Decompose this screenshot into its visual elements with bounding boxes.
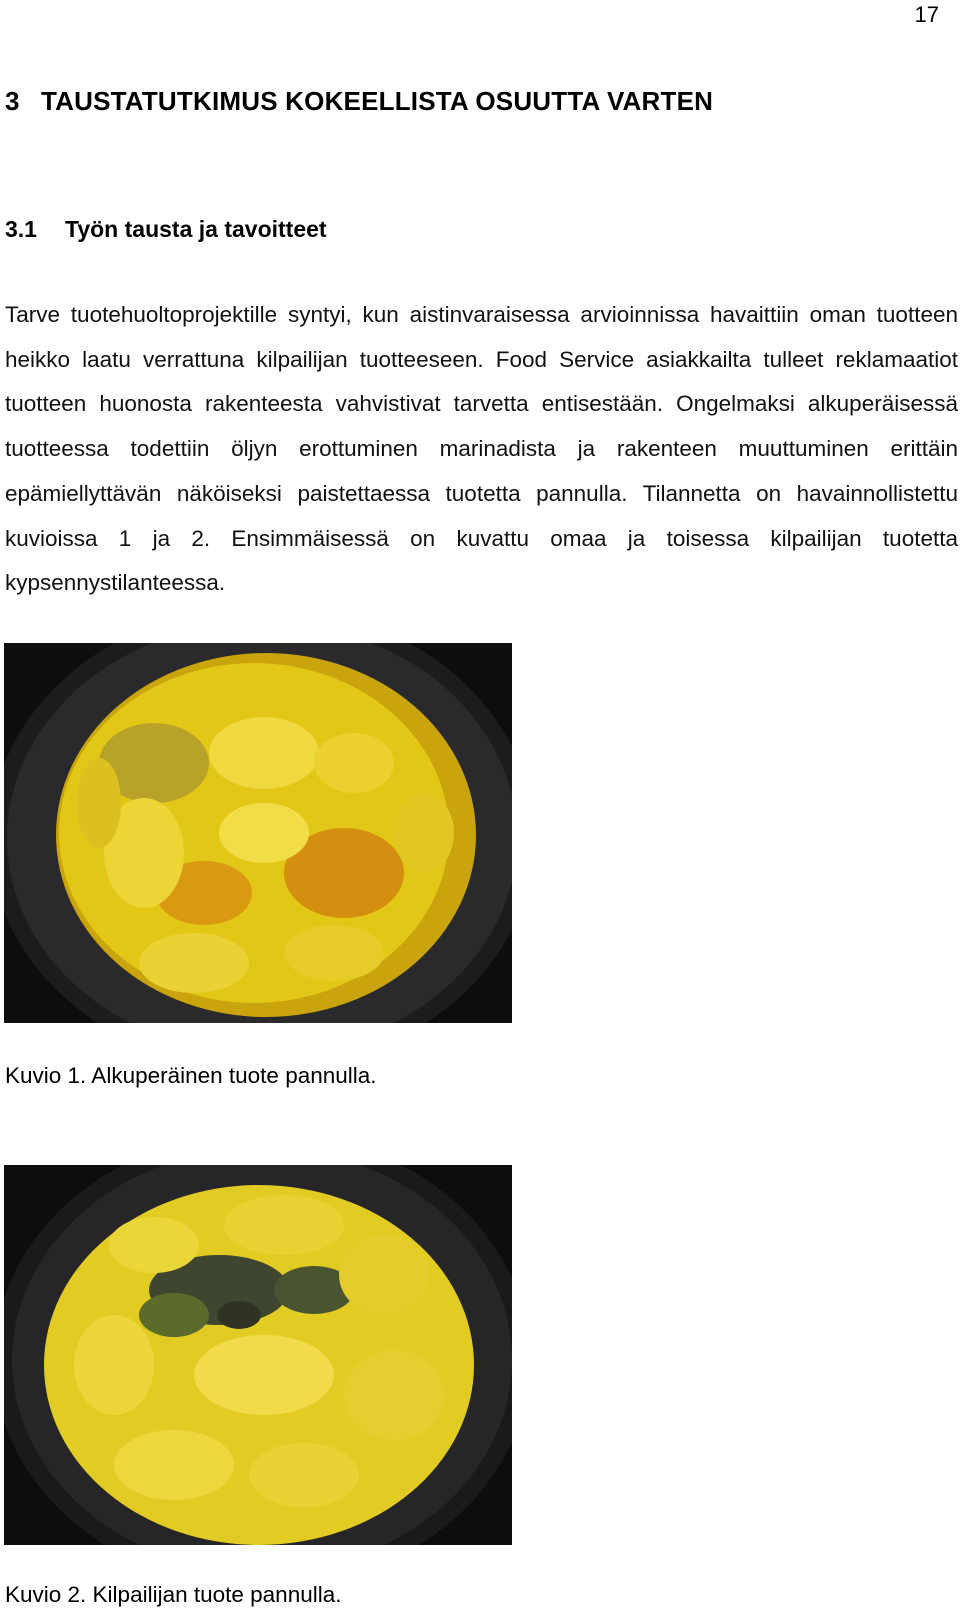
body-paragraph: Tarve tuotehuoltoprojektille syntyi, kun aistinvaraisessa arvioinnissa havaittiin oman tuotteen heikko laatu verrattuna kilpailijan tuotteeseen. Food Service asiakkailta tulleet reklamaatiot tuotteen huonosta rakenteesta vahvistivat tarvetta entisestään. Ongelmaksi alkuperäisessä tuotteessa todettiin öljyn erottuminen marinadista ja rakenteen muuttuminen erittäin epämiellyttävän näköiseksi paistettaessa tuotetta pannulla. Tilannetta on havainnollistettu kuvioissa 1 ja 2. Ensimmäisessä on kuvattu omaa ja toisessa kilpailijan tuotetta kypsennystilanteessa. (5, 302, 958, 596)
chapter-title (5, 86, 713, 117)
figure-1-caption: Kuvio 1. Alkuperäinen tuote pannulla. (5, 1063, 377, 1088)
section-title (5, 216, 327, 243)
chapter-title-text: TAUSTATUTKIMUS KOKEELLISTA OSUUTTA VARTEN (41, 86, 714, 116)
figure-2-photo (4, 1165, 512, 1545)
section-number: 3.1 (5, 216, 37, 242)
chapter-number: 3 (5, 86, 20, 116)
section-title-text: Työn tausta ja tavoitteet (65, 216, 327, 242)
competitor-product-in-pan-image (4, 1165, 512, 1545)
figure-2-caption: Kuvio 2. Kilpailijan tuote pannulla. (5, 1582, 342, 1607)
original-product-in-pan-image (4, 643, 512, 1023)
page-number: 17 (914, 2, 939, 27)
figure-1-photo (4, 643, 512, 1023)
